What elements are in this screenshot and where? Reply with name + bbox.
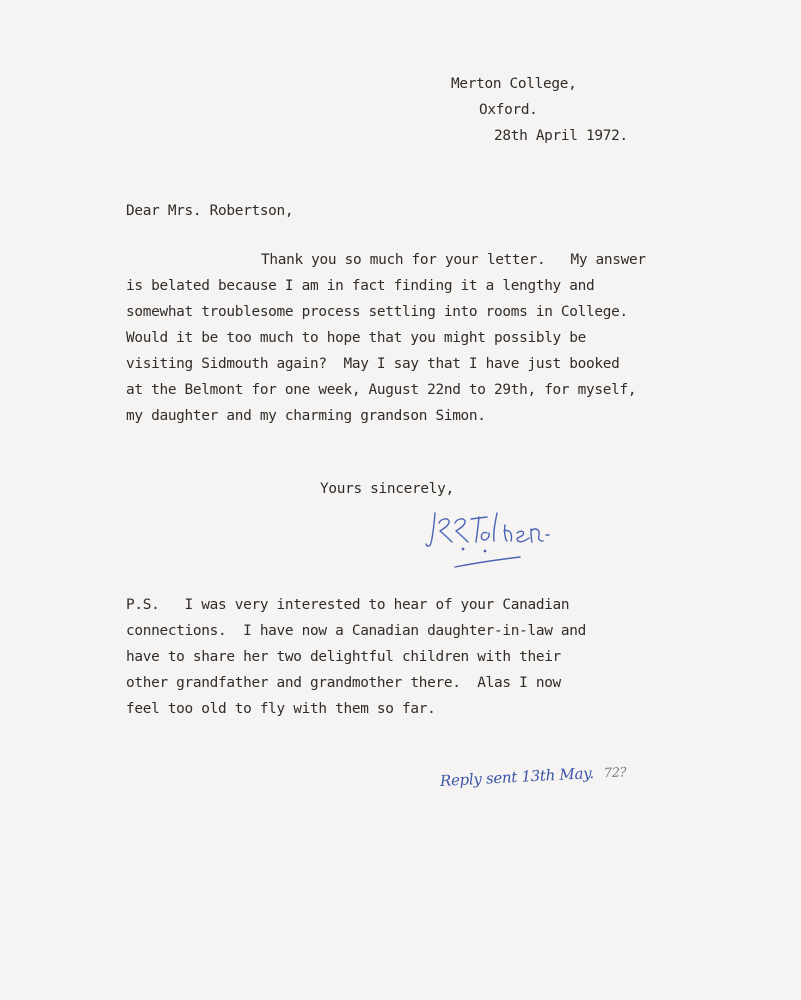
handwritten-reply-note	[440, 762, 627, 790]
signature	[425, 505, 605, 575]
ps-line: feel too old to fly with them so far.	[126, 701, 436, 717]
closing: Yours sincerely,	[320, 481, 454, 497]
address-college: Merton College,	[451, 76, 577, 92]
letter-date: 28th April 1972.	[494, 128, 628, 144]
body-line: somewhat troublesome process settling into rooms in College.	[126, 304, 628, 320]
body-line: Would it be too much to hope that you might possibly be	[126, 330, 587, 346]
ps-line: P.S. I was very interested to hear of your Canadian	[126, 597, 570, 613]
salutation: Dear Mrs. Robertson,	[126, 203, 294, 219]
body-line: Thank you so much for your letter. My answer	[261, 252, 646, 268]
body-line: my daughter and my charming grandson Simon.	[126, 408, 486, 424]
ps-line: have to share her two delightful children with their	[126, 649, 561, 665]
reply-note-year: 72?	[603, 765, 627, 782]
ps-line: connections. I have now a Canadian daughter-in-law and	[126, 623, 587, 639]
body-line: is belated because I am in fact finding it a lengthy and	[126, 278, 595, 294]
reply-note-text: Reply sent 13th May.	[439, 763, 595, 790]
address-city: Oxford.	[479, 102, 538, 118]
body-line: visiting Sidmouth again? May I say that I have just booked	[126, 356, 620, 372]
body-line: at the Belmont for one week, August 22nd to 29th, for myself,	[126, 382, 637, 398]
ps-line: other grandfather and grandmother there. Alas I now	[126, 675, 561, 691]
